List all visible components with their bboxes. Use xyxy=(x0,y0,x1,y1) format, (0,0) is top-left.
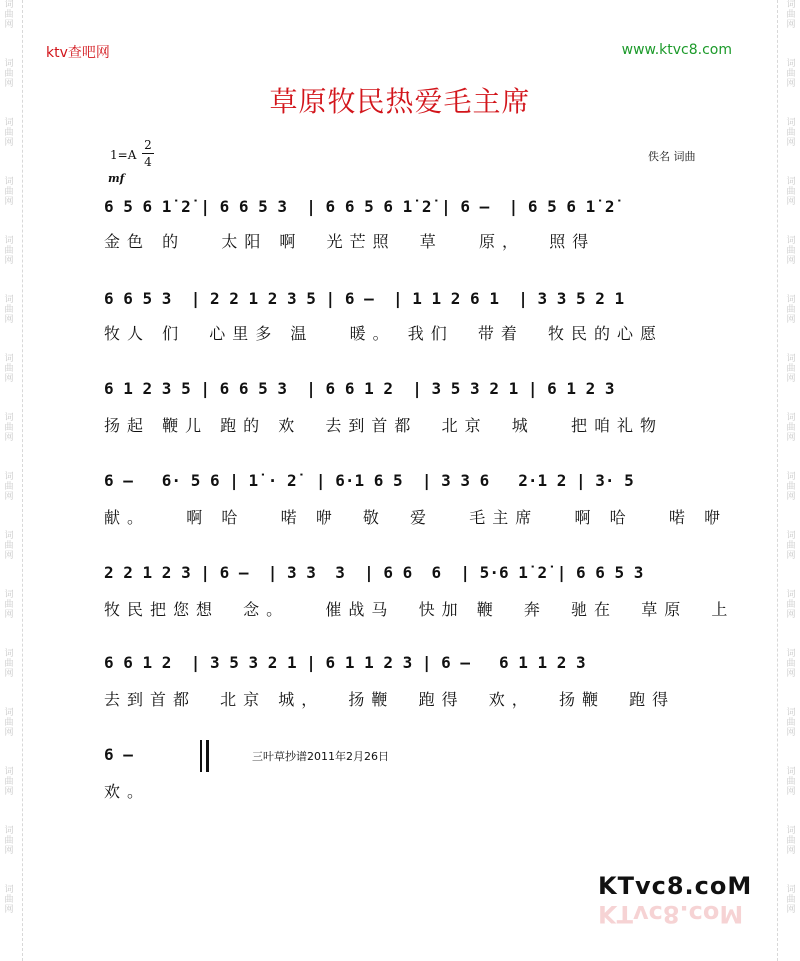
side-watermark-group xyxy=(786,590,795,620)
side-watermark-char: 词 xyxy=(4,295,14,305)
side-watermark-char: 词 xyxy=(786,531,796,541)
side-watermark-group xyxy=(786,295,795,325)
side-watermark-group xyxy=(786,177,795,207)
side-watermark-char: 词 xyxy=(786,649,796,659)
side-watermark-group xyxy=(786,649,795,679)
time-signature-line xyxy=(142,153,154,154)
side-watermark-char: 词 xyxy=(4,885,14,895)
side-watermark-char: 曲 xyxy=(4,777,14,787)
score-row-5-notes: 2 2 1 2 3 | 6 – | 3 3 3 | 6 6 6 | 5·6 1̇ 2̇ | 6 6 5 3 xyxy=(104,563,644,582)
side-watermark-char: 网 xyxy=(786,846,796,856)
side-watermark-char: 网 xyxy=(4,79,14,89)
side-watermark-group xyxy=(4,590,13,620)
side-watermark-char: 曲 xyxy=(786,10,796,20)
side-watermark-char: 曲 xyxy=(786,895,796,905)
dynamic-marking: mf xyxy=(108,172,125,185)
score-row-4-notes: 6 – 6· 5 6 | 1̇ · 2̇ | 6·1 6 5 | 3 3 6 2·1 2 | 3· 5 xyxy=(104,471,634,490)
side-watermark-char: 词 xyxy=(786,236,796,246)
side-watermark-char: 网 xyxy=(786,256,796,266)
side-watermark-char: 曲 xyxy=(786,777,796,787)
left-dashed-divider xyxy=(22,0,23,961)
score-row-6-notes: 6 6 1 2 | 3 5 3 2 1 | 6 1 1 2 3 | 6 – 6 1 1 2 3 xyxy=(104,653,586,672)
side-watermark-char: 词 xyxy=(786,767,796,777)
side-watermark-char: 词 xyxy=(786,295,796,305)
side-watermark-char: 网 xyxy=(4,610,14,620)
side-watermark-char: 网 xyxy=(4,787,14,797)
side-watermark-char: 网 xyxy=(786,433,796,443)
side-watermark-char: 词 xyxy=(4,649,14,659)
side-watermark-char: 网 xyxy=(4,669,14,679)
side-watermark-char: 曲 xyxy=(4,305,14,315)
side-watermark-char: 网 xyxy=(786,492,796,502)
side-watermark-char: 网 xyxy=(4,138,14,148)
key-signature: 1=A xyxy=(110,148,137,162)
side-watermark-char: 网 xyxy=(786,551,796,561)
side-watermark-group xyxy=(786,531,795,561)
time-signature-bottom: 4 xyxy=(144,155,152,169)
side-watermark-char: 词 xyxy=(4,826,14,836)
side-watermark-char: 词 xyxy=(786,472,796,482)
side-watermark-right xyxy=(784,0,798,961)
final-barline xyxy=(200,740,209,772)
side-watermark-char: 网 xyxy=(4,433,14,443)
side-watermark-char: 曲 xyxy=(786,659,796,669)
side-watermark-group xyxy=(4,0,13,30)
side-watermark-char: 曲 xyxy=(786,541,796,551)
side-watermark-char: 网 xyxy=(786,197,796,207)
side-watermark-group xyxy=(4,708,13,738)
side-watermark-char: 词 xyxy=(786,118,796,128)
side-watermark-char: 网 xyxy=(786,315,796,325)
side-watermark-char: 网 xyxy=(4,20,14,30)
side-watermark-group xyxy=(4,767,13,797)
side-watermark-char: 网 xyxy=(786,20,796,30)
side-watermark-char: 网 xyxy=(4,492,14,502)
side-watermark-char: 曲 xyxy=(786,718,796,728)
side-watermark-char: 网 xyxy=(786,669,796,679)
side-watermark-char: 网 xyxy=(786,787,796,797)
score-row-6-lyrics: 去到首都 北京 城， 扬鞭 跑得 欢， 扬鞭 跑得 xyxy=(104,690,676,709)
side-watermark-char: 网 xyxy=(4,256,14,266)
side-watermark-char: 曲 xyxy=(4,836,14,846)
side-watermark-group xyxy=(4,236,13,266)
side-watermark-group xyxy=(786,236,795,266)
side-watermark-group xyxy=(786,0,795,30)
time-signature-top: 2 xyxy=(144,138,152,152)
side-watermark-char: 词 xyxy=(4,354,14,364)
side-watermark-group xyxy=(786,767,795,797)
side-watermark-char: 网 xyxy=(786,374,796,384)
side-watermark-group xyxy=(786,118,795,148)
side-watermark-char: 词 xyxy=(4,531,14,541)
side-watermark-char: 词 xyxy=(4,59,14,69)
side-watermark-group xyxy=(786,472,795,502)
side-watermark-group xyxy=(4,354,13,384)
side-watermark-group xyxy=(786,885,795,915)
side-watermark-char: 词 xyxy=(4,177,14,187)
side-watermark-char: 网 xyxy=(4,315,14,325)
score-row-2-notes: 6 6 5 3 | 2 2 1 2 3 5 | 6 – | 1 1 2 6 1 | 3 3 5 2 1 xyxy=(104,289,625,308)
side-watermark-char: 曲 xyxy=(4,718,14,728)
right-dashed-divider xyxy=(777,0,778,961)
side-watermark-char: 曲 xyxy=(4,541,14,551)
side-watermark-char: 曲 xyxy=(4,10,14,20)
time-signature xyxy=(142,138,154,169)
score-row-3-lyrics: 扬起 鞭儿 跑的 欢 去到首都 北京 城 把咱礼物 xyxy=(104,416,664,435)
side-watermark-char: 曲 xyxy=(4,423,14,433)
logo-reflection-text: KTvc8.coM xyxy=(598,900,744,928)
side-watermark-group xyxy=(786,413,795,443)
side-watermark-group xyxy=(786,826,795,856)
side-watermark-char: 曲 xyxy=(786,69,796,79)
side-watermark-group xyxy=(4,295,13,325)
score-row-3-notes: 6 1 2 3 5 | 6 6 5 3 | 6 6 1 2 | 3 5 3 2 1 | 6 1 2 3 xyxy=(104,379,615,398)
side-watermark-char: 词 xyxy=(786,708,796,718)
side-watermark-group xyxy=(4,531,13,561)
score-row-7-lyrics: 欢。 xyxy=(104,782,151,801)
logo-text: KTvc8.coM xyxy=(598,872,753,900)
side-watermark-group xyxy=(4,472,13,502)
side-watermark-char: 网 xyxy=(786,728,796,738)
side-watermark-group xyxy=(786,354,795,384)
side-watermark-char: 词 xyxy=(4,767,14,777)
side-watermark-group xyxy=(4,413,13,443)
score-row-2-lyrics: 牧人 们 心里多 温 暖。 我们 带着 牧民的心愿 xyxy=(104,324,664,343)
side-watermark-char: 曲 xyxy=(786,482,796,492)
side-watermark-char: 网 xyxy=(4,374,14,384)
side-watermark-char: 曲 xyxy=(4,895,14,905)
copier-note: 三叶草抄谱2011年2月26日 xyxy=(252,750,389,763)
score-row-5-lyrics: 牧民把您想 念。 催战马 快加 鞭 奔 驰在 草原 上 xyxy=(104,600,735,619)
site-name-left[interactable]: ktv查吧网 xyxy=(46,45,110,61)
side-watermark-char: 词 xyxy=(4,0,14,10)
side-watermark-char: 词 xyxy=(4,118,14,128)
side-watermark-char: 词 xyxy=(786,590,796,600)
side-watermark-char: 曲 xyxy=(4,246,14,256)
side-watermark-char: 词 xyxy=(4,590,14,600)
side-watermark-char: 词 xyxy=(4,413,14,423)
side-watermark-char: 网 xyxy=(786,905,796,915)
side-watermark-char: 网 xyxy=(4,905,14,915)
score-row-4-lyrics: 献。 啊 哈 喏 咿 敬 爱 毛主席 啊 哈 喏 咿 xyxy=(104,508,727,527)
side-watermark-char: 词 xyxy=(786,413,796,423)
side-watermark-char: 词 xyxy=(786,354,796,364)
side-watermark-char: 网 xyxy=(4,197,14,207)
side-watermark-char: 曲 xyxy=(786,423,796,433)
side-watermark-char: 词 xyxy=(786,826,796,836)
side-watermark-char: 词 xyxy=(4,472,14,482)
side-watermark-char: 曲 xyxy=(786,600,796,610)
credit: 佚名 词曲 xyxy=(648,150,696,163)
score-row-7-notes: 6 – xyxy=(104,745,133,764)
side-watermark-char: 曲 xyxy=(4,482,14,492)
site-url-right[interactable]: www.ktvc8.com xyxy=(621,42,732,58)
page-title: 草原牧民热爱毛主席 xyxy=(269,85,531,118)
side-watermark-char: 网 xyxy=(786,138,796,148)
side-watermark-char: 网 xyxy=(4,728,14,738)
side-watermark-char: 曲 xyxy=(786,187,796,197)
score-row-1-notes: 6 5 6 1̇ 2̇ | 6 6 5 3 | 6 6 5 6 1̇ 2̇ | 6 – | 6 5 6 1̇ 2̇ xyxy=(104,197,615,216)
side-watermark-char: 曲 xyxy=(4,659,14,669)
side-watermark-char: 词 xyxy=(786,177,796,187)
side-watermark-char: 网 xyxy=(786,610,796,620)
side-watermark-char: 曲 xyxy=(786,836,796,846)
side-watermark-char: 曲 xyxy=(786,305,796,315)
side-watermark-char: 词 xyxy=(4,708,14,718)
side-watermark-char: 词 xyxy=(786,0,796,10)
side-watermark-char: 曲 xyxy=(4,69,14,79)
side-watermark-char: 曲 xyxy=(786,246,796,256)
side-watermark-char: 网 xyxy=(786,79,796,89)
side-watermark-left xyxy=(2,0,16,961)
side-watermark-group xyxy=(4,826,13,856)
site-logo-reflection xyxy=(598,902,748,928)
side-watermark-char: 词 xyxy=(786,885,796,895)
side-watermark-char: 网 xyxy=(4,551,14,561)
side-watermark-char: 曲 xyxy=(786,364,796,374)
side-watermark-group xyxy=(786,708,795,738)
side-watermark-group xyxy=(4,649,13,679)
side-watermark-char: 网 xyxy=(4,846,14,856)
side-watermark-char: 曲 xyxy=(4,364,14,374)
side-watermark-group xyxy=(4,885,13,915)
side-watermark-group xyxy=(4,177,13,207)
side-watermark-group xyxy=(4,118,13,148)
side-watermark-char: 曲 xyxy=(786,128,796,138)
side-watermark-char: 曲 xyxy=(4,600,14,610)
side-watermark-char: 词 xyxy=(4,236,14,246)
score-row-1-lyrics: 金色 的 太阳 啊 光芒照 草 原， 照得 xyxy=(104,232,596,251)
side-watermark-char: 词 xyxy=(786,59,796,69)
side-watermark-char: 曲 xyxy=(4,187,14,197)
side-watermark-char: 曲 xyxy=(4,128,14,138)
site-logo[interactable] xyxy=(598,872,753,900)
